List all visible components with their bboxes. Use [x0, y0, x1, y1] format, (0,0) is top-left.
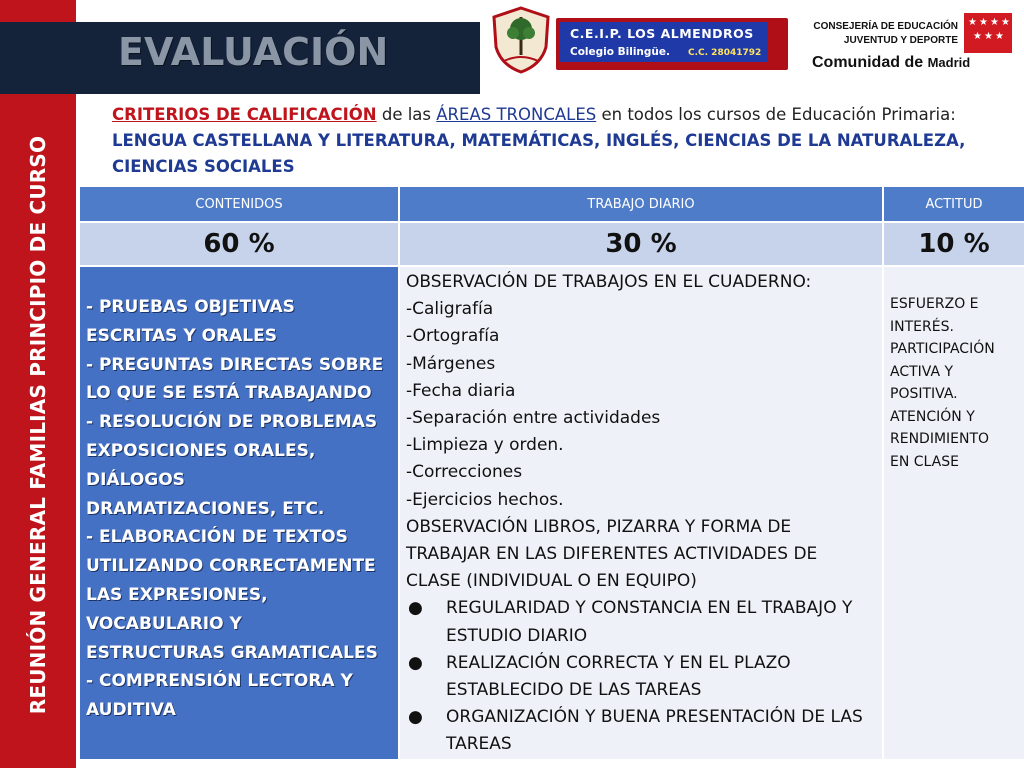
trabajo-line: -Márgenes [406, 353, 496, 374]
contenidos-line: EXPOSICIONES ORALES, [86, 440, 316, 461]
actitud-cell [883, 266, 1024, 760]
contenidos-line: - RESOLUCIÓN DE PROBLEMAS [86, 412, 378, 433]
header-trabajo: TRABAJO DIARIO [399, 186, 883, 222]
madrid-text: Madrid [927, 55, 971, 70]
contenidos-line: VOCABULARIO Y [86, 613, 242, 634]
trabajo-line: -Caligrafía [406, 299, 494, 320]
intro-paragraph [112, 102, 992, 180]
bullet-icon: ● [408, 598, 423, 619]
trabajo-line: CLASE (INDIVIDUAL O EN EQUIPO) [406, 571, 697, 592]
contenidos-list [80, 267, 398, 725]
contenidos-line: UTILIZANDO CORRECTAMENTE [86, 556, 376, 577]
sidebar-band [0, 0, 76, 768]
trabajo-list [400, 267, 882, 759]
school-subtitle: Colegio Bilingüe. [570, 46, 671, 58]
sidebar-title: REUNIÓN GENERAL FAMILIAS PRINCIPIO DE CURSO [26, 135, 50, 715]
areas-troncales: ÁREAS TRONCALES [436, 105, 597, 124]
consejeria-line-1: CONSEJERÍA DE EDUCACIÓN [813, 21, 958, 32]
contenidos-line: - PREGUNTAS DIRECTAS SOBRE [86, 354, 384, 375]
content-row [79, 266, 1024, 760]
actitud-line: ACTIVA Y [890, 363, 954, 380]
consejeria-line-2: JUVENTUD Y DEPORTE [843, 35, 958, 46]
trabajo-bullet-text: ORGANIZACIÓN Y BUENA PRESENTACIÓN DE LAS TAREAS [446, 707, 863, 755]
contenidos-line: DRAMATIZACIONES, ETC. [86, 498, 325, 519]
contenidos-line: - ELABORACIÓN DE TEXTOS [86, 527, 348, 548]
percent-row [79, 222, 1024, 266]
trabajo-bullet-text: REGULARIDAD Y CONSTANCIA EN EL TRABAJO Y ESTUDIO DIARIO [446, 598, 853, 646]
actitud-line: ESFUERZO E [890, 296, 979, 312]
school-banner-inner [560, 22, 768, 62]
madrid-flag-icon: ★ ★ ★ ★ ★ ★ ★ [964, 13, 1012, 53]
actitud-line: POSITIVA. [890, 386, 958, 402]
actitud-list [884, 267, 1024, 473]
actitud-line: PARTICIPACIÓN [890, 341, 995, 357]
consejeria-label [800, 20, 958, 48]
trabajo-bullet [406, 650, 878, 704]
contenidos-line: ESCRITAS Y ORALES [86, 325, 277, 346]
percent-contenidos: 60 % [79, 222, 399, 266]
contenidos-line: - PRUEBAS OBJETIVAS [86, 297, 295, 317]
trabajo-line: -Ejercicios hechos. [406, 489, 564, 510]
school-code: C.C. 28041792 [688, 48, 762, 58]
intro-en-todos: en todos los cursos de Educación Primaria: [596, 105, 956, 124]
trabajo-bullet [406, 704, 878, 758]
actitud-line: RENDIMIENTO [890, 431, 990, 447]
trabajo-line: OBSERVACIÓN LIBROS, PIZARRA Y FORMA DE [406, 516, 792, 537]
comunidad-label [812, 54, 970, 72]
header-row [79, 186, 1024, 222]
percent-trabajo: 30 % [399, 222, 883, 266]
contenidos-line: - COMPRENSIÓN LECTORA Y [86, 671, 353, 692]
school-banner [556, 18, 788, 70]
actitud-line: ATENCIÓN Y [890, 408, 975, 425]
header-actitud: ACTITUD [883, 186, 1024, 222]
contenidos-cell [79, 266, 399, 760]
actitud-line: EN CLASE [890, 453, 959, 470]
percent-actitud: 10 % [883, 222, 1024, 266]
trabajo-line: TRABAJAR EN LAS DIFERENTES ACTIVIDADES DE [406, 544, 818, 565]
trabajo-line: -Correcciones [406, 462, 523, 483]
criterios-heading: CRITERIOS DE CALIFICACIÓN [112, 105, 377, 124]
subjects-list: LENGUA CASTELLANA Y LITERATURA, MATEMÁTICAS, INGLÉS, CIENCIAS DE LA NATURALEZA, CIENCIAS SOCIALES [112, 131, 966, 176]
contenidos-line: LAS EXPRESIONES, [86, 584, 268, 605]
trabajo-bullet [406, 595, 878, 649]
page-title: EVALUACIÓN [118, 30, 389, 74]
bullet-icon: ● [408, 707, 423, 728]
contenidos-line: DIÁLOGOS [86, 469, 185, 490]
comunidad-text: Comunidad de [812, 54, 924, 71]
actitud-line: INTERÉS. [890, 318, 954, 335]
trabajo-line: -Separación entre actividades [406, 408, 661, 429]
trabajo-line: -Ortografía [406, 326, 500, 347]
criteria-table [78, 185, 1024, 761]
intro-de-las: de las [376, 105, 437, 124]
school-seal-icon [486, 5, 556, 75]
trabajo-line: OBSERVACIÓN DE TRABAJOS EN EL CUADERNO: [406, 272, 812, 292]
contenidos-line: ESTRUCTURAS GRAMATICALES [86, 642, 378, 663]
school-name: C.E.I.P. LOS ALMENDROS [570, 26, 754, 41]
bullet-icon: ● [408, 652, 423, 673]
contenidos-line: AUDITIVA [86, 700, 176, 721]
trabajo-bullet-text: REALIZACIÓN CORRECTA Y EN EL PLAZO ESTABLECIDO DE LAS TAREAS [446, 652, 791, 701]
contenidos-line: LO QUE SE ESTÁ TRABAJANDO [86, 383, 372, 404]
trabajo-cell [399, 266, 883, 760]
trabajo-line: -Limpieza y orden. [406, 435, 564, 456]
header-contenidos: CONTENIDOS [79, 186, 399, 222]
trabajo-line: -Fecha diaria [406, 380, 516, 401]
